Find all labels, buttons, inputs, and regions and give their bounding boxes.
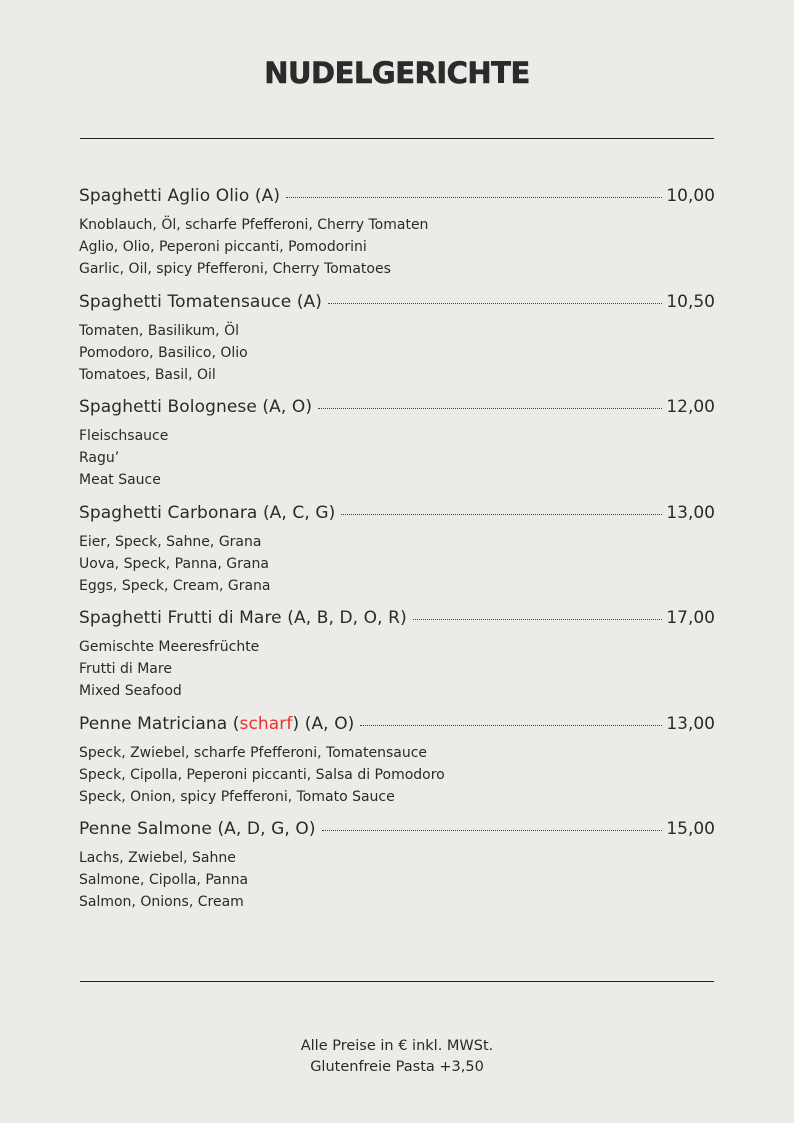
item-desc-de: Speck, Zwiebel, scharfe Pfefferoni, Tomatensauce [79,744,428,761]
item-price: 13,00 [666,502,715,523]
gluten-free-note: Glutenfreie Pasta +3,50 [310,1059,484,1075]
item-desc-de: Knoblauch, Öl, scharfe Pfefferoni, Cherry Tomaten [79,217,429,233]
item-name: Spaghetti Bolognese (A, O) [79,397,313,417]
dotted-leader [328,303,662,304]
item-name: Spaghetti Aglio Olio (A) [79,186,281,206]
item-price: 10,50 [666,291,715,312]
item-desc-en: Tomatoes, Basil, Oil [79,366,216,383]
page-title: NUDELGERICHTE [264,56,530,90]
item-desc-en: Mixed Seafood [79,683,182,699]
menu-item-spaghetti-aglio-olio [79,186,715,292]
item-desc-it: Pomodoro, Basilico, Olio [79,344,248,361]
menu-list [79,186,715,925]
bottom-divider [80,981,714,982]
dotted-leader [341,514,662,515]
dotted-leader [360,725,662,726]
item-desc-it: Aglio, Olio, Peperoni piccanti, Pomodorini [79,239,367,255]
item-name-prefix: Penne Matriciana ( [79,713,240,734]
item-desc-de: Eier, Speck, Sahne, Grana [79,533,262,550]
item-price: 15,00 [666,819,715,839]
menu-item-penne-matriciana [79,714,715,820]
item-price: 13,00 [666,713,715,734]
dotted-leader [322,830,663,831]
item-desc-en: Eggs, Speck, Cream, Grana [79,577,271,594]
price-note: Alle Preise in € inkl. MWSt. [300,1038,494,1054]
item-desc-de: Tomaten, Basilikum, Öl [79,322,239,339]
item-price: 17,00 [666,608,715,628]
menu-item-spaghetti-tomatensauce [79,292,715,398]
dotted-leader [413,619,663,620]
item-name: Spaghetti Carbonara (A, C, G) [79,502,336,523]
item-desc-en: Garlic, Oil, spicy Pfefferoni, Cherry Tomatoes [79,261,391,277]
item-desc-de: Gemischte Meeresfrüchte [79,639,260,655]
item-name: Spaghetti Tomatensauce (A) [79,291,323,312]
menu-item-spaghetti-carbonara [79,503,715,609]
item-desc-de: Lachs, Zwiebel, Sahne [79,850,236,866]
dotted-leader [286,197,662,198]
item-desc-it: Uova, Speck, Panna, Grana [79,555,269,572]
item-desc-it: Speck, Cipolla, Peperoni piccanti, Salsa di Pomodoro [79,766,445,783]
item-desc-it: Salmone, Cipolla, Panna [79,872,249,888]
item-name: Spaghetti Frutti di Mare (A, B, D, O, R) [79,608,407,628]
footer-note [0,1036,794,1078]
item-name [79,714,354,734]
item-price: 10,00 [666,186,715,206]
item-name: Penne Salmone (A, D, G, O) [79,819,316,839]
item-name-suffix: ) (A, O) [292,713,355,734]
menu-item-penne-salmone [79,819,715,925]
item-desc-en: Salmon, Onions, Cream [79,894,244,910]
item-desc-it: Ragu’ [79,450,120,466]
menu-item-spaghetti-bolognese [79,397,715,503]
spicy-label: scharf [239,713,293,734]
item-desc-de: Fleischsauce [79,428,169,444]
item-price: 12,00 [666,397,715,417]
dotted-leader [318,408,662,409]
item-desc-it: Frutti di Mare [79,661,172,677]
menu-item-spaghetti-frutti-di-mare [79,608,715,714]
item-desc-en: Meat Sauce [79,472,161,488]
item-desc-en: Speck, Onion, spicy Pfefferoni, Tomato Sauce [79,788,395,805]
top-divider [80,138,714,139]
